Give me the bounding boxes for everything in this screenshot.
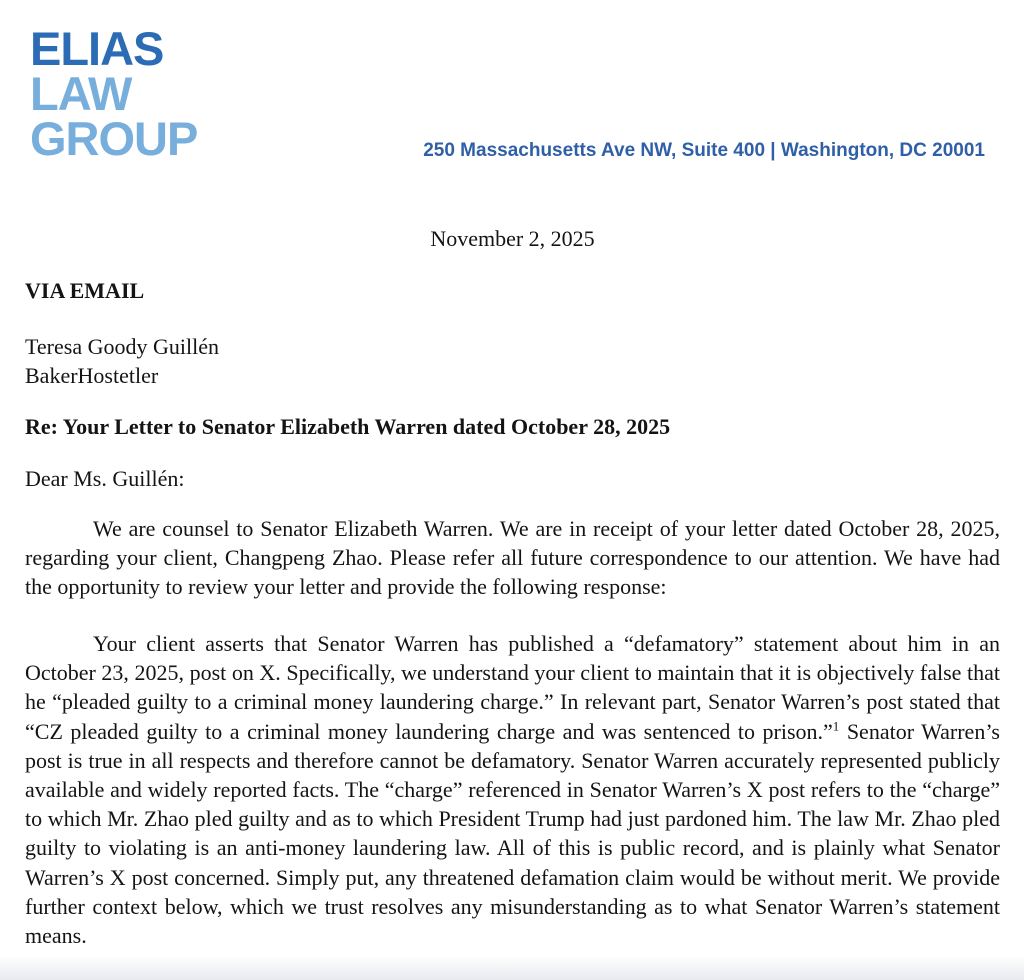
letter-date: November 2, 2025: [430, 226, 595, 251]
salutation: Dear Ms. Guillén:: [25, 466, 185, 491]
recipient-block: [25, 332, 1000, 390]
paragraph-2-text: Your client asserts that Senator Warren has published a “defamatory” statement about him in an October 23, 2025, post on X. Specifically, we understand your client to maintain that it is objectively false that he “pleaded guilty to a criminal money laundering charge.” In relevant part, Senator Warren’s post stated that “CZ pleaded guilty to a criminal money laundering charge and was sentenced to prison.”: [25, 631, 1000, 744]
subject-line: Re: Your Letter to Senator Elizabeth Warren dated October 28, 2025: [25, 414, 671, 439]
letter-body: [25, 224, 1000, 950]
letterhead: [25, 0, 1000, 165]
logo-line-elias: ELIAS: [30, 22, 164, 75]
firm-address: 250 Massachusetts Ave NW, Suite 400 | Washington, DC 20001: [423, 140, 985, 161]
footnote-reference: 1: [832, 718, 840, 734]
paragraph-1: We are counsel to Senator Elizabeth Warren. We are in receipt of your letter dated October 28, 2025, regarding your client, Changpeng Zhao. Please refer all future correspondence to our attention. We have had the opportunity to review your letter and provide the following response:: [25, 516, 1000, 599]
recipient-firm: BakerHostetler: [25, 363, 159, 388]
page-bottom-shadow: [0, 956, 1024, 980]
logo-line-group: GROUP: [30, 112, 198, 165]
paragraph-2: [25, 629, 1000, 950]
logo-line-law: LAW: [30, 67, 132, 120]
elias-law-group-logo: [30, 22, 198, 165]
recipient-name: Teresa Goody Guillén: [25, 334, 219, 359]
delivery-method: VIA EMAIL: [25, 278, 145, 303]
paragraph-2-text-continued: Senator Warren’s post is true in all respects and therefore cannot be defamatory. Senator Warren accurately represented publicly available and widely reported facts. The “charge” referenced in Senator Warren’s X post refers to the “charge” to which Mr. Zhao pled guilty and as to which President Trump had just pardoned him. The law Mr. Zhao pled guilty to violating is an anti-money laundering law. All of this is public record, and is plainly what Senator Warren’s X post concerned. Simply put, any threatened defamation claim would be without merit. We provide further context below, which we trust resolves any misunderstanding as to what Senator Warren’s statement means.: [25, 718, 1000, 949]
